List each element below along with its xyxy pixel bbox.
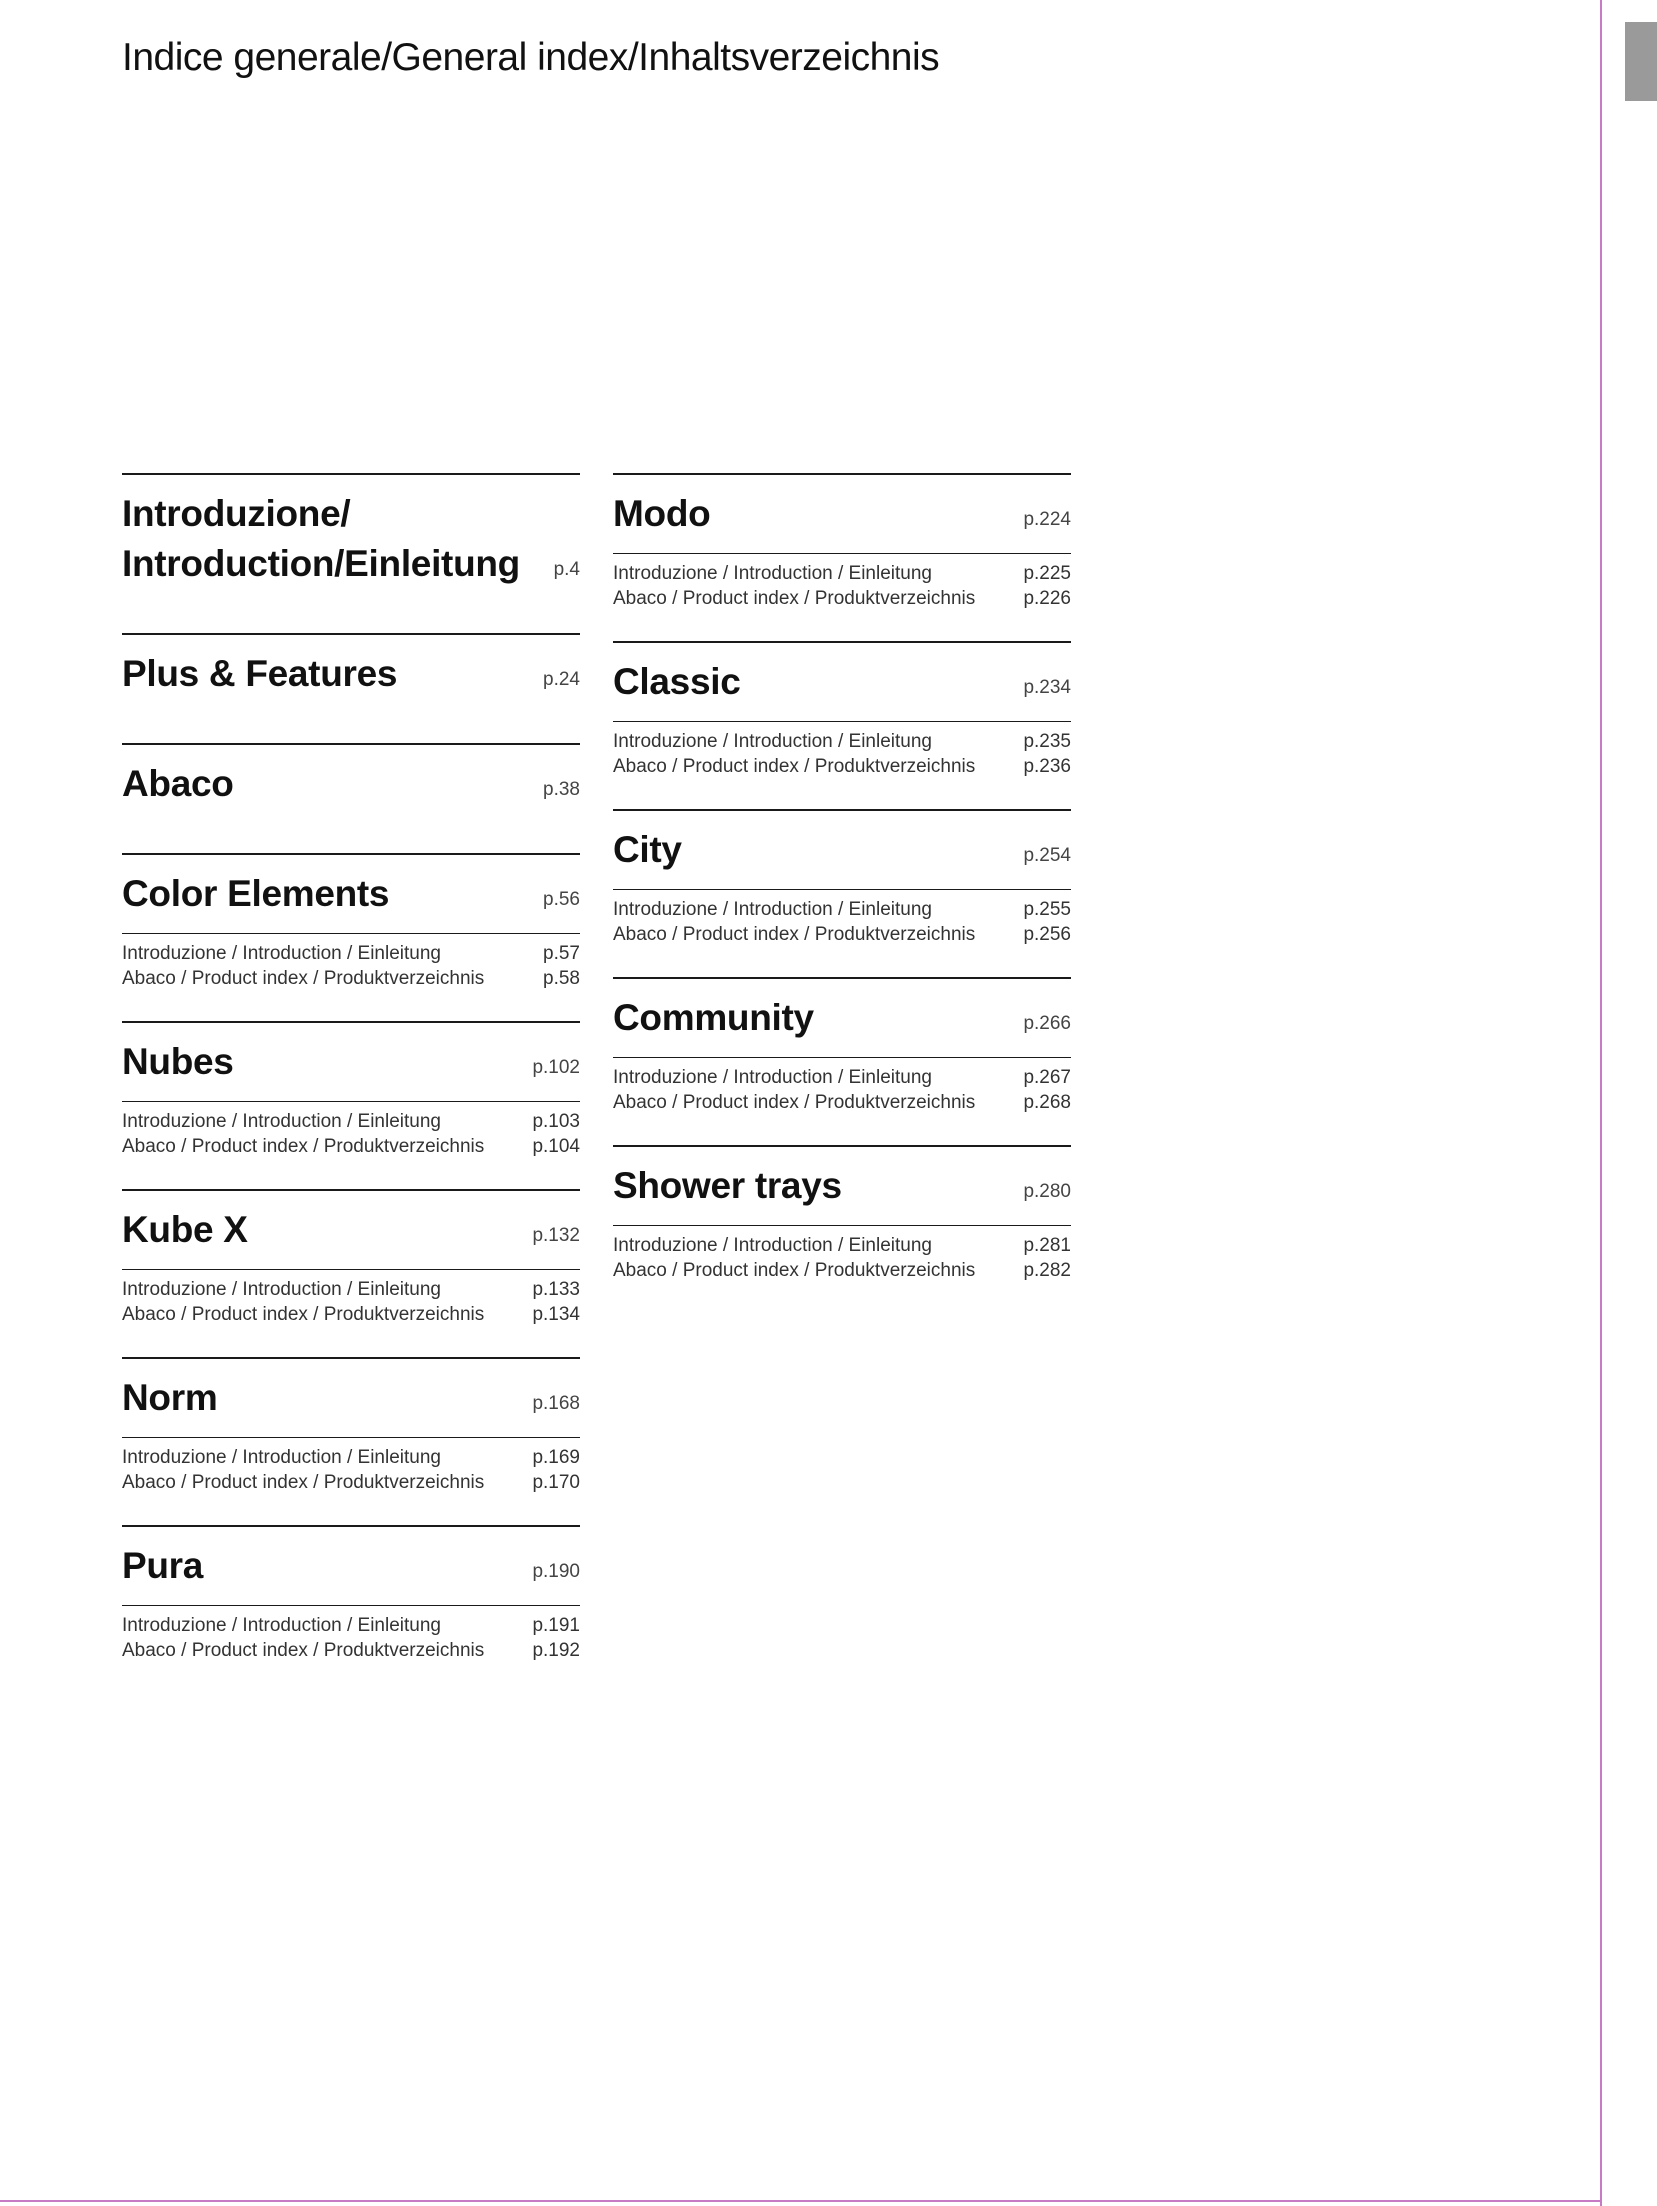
section-page-number: p.224	[1023, 509, 1071, 530]
subsection-page-number: p.256	[1023, 924, 1071, 945]
subsection-label: Abaco / Product index / Produktverzeichnis	[122, 968, 485, 989]
subsection-list	[613, 553, 1071, 611]
section-title: City	[613, 829, 682, 870]
subsection-label: Abaco / Product index / Produktverzeichnis	[613, 1092, 976, 1113]
index-section-introduzione	[122, 473, 580, 603]
subsection-page-number: p.169	[532, 1447, 580, 1468]
subsection-entry[interactable]	[122, 1613, 580, 1638]
subsection-list	[122, 1437, 580, 1495]
section-header[interactable]	[613, 643, 1071, 721]
subsection-page-number: p.134	[532, 1304, 580, 1325]
subsection-entry[interactable]	[613, 561, 1071, 586]
section-title: Pura	[122, 1545, 204, 1586]
section-header[interactable]	[613, 475, 1071, 553]
section-page-number: p.56	[543, 889, 580, 910]
subsection-label: Abaco / Product index / Produktverzeichnis	[613, 588, 976, 609]
subsection-page-number: p.170	[532, 1472, 580, 1493]
edge-tab-marker	[1625, 22, 1657, 101]
section-page-number: p.234	[1023, 677, 1071, 698]
section-title: Nubes	[122, 1041, 234, 1082]
subsection-label: Abaco / Product index / Produktverzeichnis	[613, 1260, 976, 1281]
section-header[interactable]	[613, 811, 1071, 889]
index-section-color-elements	[122, 853, 580, 991]
section-page-number: p.24	[543, 669, 580, 690]
index-section-shower-trays	[613, 1145, 1071, 1283]
section-page-number: p.266	[1023, 1013, 1071, 1034]
subsection-entry[interactable]	[613, 729, 1071, 754]
subsection-entry[interactable]	[613, 897, 1071, 922]
index-section-city	[613, 809, 1071, 947]
subsection-page-number: p.235	[1023, 731, 1071, 752]
subsection-list	[122, 1269, 580, 1327]
trim-line-bottom	[0, 2200, 1602, 2202]
subsection-list	[613, 1225, 1071, 1283]
section-title: Abaco	[122, 763, 234, 804]
section-title: Color Elements	[122, 873, 390, 914]
subsection-page-number: p.225	[1023, 563, 1071, 584]
section-title: Kube X	[122, 1209, 248, 1250]
subsection-page-number: p.58	[543, 968, 580, 989]
subsection-list	[122, 933, 580, 991]
section-page-number: p.168	[532, 1393, 580, 1414]
subsection-entry[interactable]	[613, 754, 1071, 779]
subsection-label: Introduzione / Introduction / Einleitung	[613, 563, 932, 584]
subsection-list	[122, 1605, 580, 1663]
subsection-entry[interactable]	[613, 1233, 1071, 1258]
section-title: Classic	[613, 661, 741, 702]
subsection-label: Abaco / Product index / Produktverzeichnis	[613, 924, 976, 945]
subsection-list	[613, 1057, 1071, 1115]
index-section-norm	[122, 1357, 580, 1495]
section-header[interactable]	[122, 475, 580, 603]
section-header[interactable]	[122, 1359, 580, 1437]
subsection-label: Introduzione / Introduction / Einleitung	[122, 1279, 441, 1300]
subsection-page-number: p.267	[1023, 1067, 1071, 1088]
subsection-entry[interactable]	[122, 1302, 580, 1327]
subsection-label: Abaco / Product index / Produktverzeichnis	[122, 1472, 485, 1493]
subsection-entry[interactable]	[122, 1109, 580, 1134]
section-page-number: p.102	[532, 1057, 580, 1078]
section-page-number: p.280	[1023, 1181, 1071, 1202]
subsection-entry[interactable]	[122, 1134, 580, 1159]
subsection-label: Abaco / Product index / Produktverzeichnis	[122, 1136, 485, 1157]
index-section-plus-features	[122, 633, 580, 713]
section-title: Community	[613, 997, 814, 1038]
index-section-kube-x	[122, 1189, 580, 1327]
section-page-number: p.132	[532, 1225, 580, 1246]
subsection-entry[interactable]	[122, 941, 580, 966]
subsection-page-number: p.133	[532, 1279, 580, 1300]
subsection-entry[interactable]	[613, 586, 1071, 611]
subsection-list	[613, 889, 1071, 947]
section-title: Introduzione/ Introduction/Einleitung	[122, 493, 520, 584]
subsection-page-number: p.255	[1023, 899, 1071, 920]
section-header[interactable]	[122, 745, 580, 823]
index-section-modo	[613, 473, 1071, 611]
index-section-nubes	[122, 1021, 580, 1159]
section-title: Norm	[122, 1377, 218, 1418]
section-header[interactable]	[613, 979, 1071, 1057]
section-header[interactable]	[122, 1191, 580, 1269]
subsection-entry[interactable]	[122, 1277, 580, 1302]
subsection-page-number: p.281	[1023, 1235, 1071, 1256]
subsection-label: Introduzione / Introduction / Einleitung	[613, 1235, 932, 1256]
subsection-page-number: p.282	[1023, 1260, 1071, 1281]
index-section-classic	[613, 641, 1071, 779]
section-page-number: p.4	[553, 559, 580, 580]
section-header[interactable]	[122, 855, 580, 933]
section-header[interactable]	[122, 1527, 580, 1605]
section-header[interactable]	[122, 1023, 580, 1101]
index-section-community	[613, 977, 1071, 1115]
subsection-entry[interactable]	[613, 1258, 1071, 1283]
subsection-label: Introduzione / Introduction / Einleitung	[122, 1447, 441, 1468]
section-title: Modo	[613, 493, 711, 534]
index-section-pura	[122, 1525, 580, 1663]
subsection-label: Abaco / Product index / Produktverzeichnis	[122, 1304, 485, 1325]
section-page-number: p.190	[532, 1561, 580, 1582]
subsection-page-number: p.104	[532, 1136, 580, 1157]
subsection-label: Abaco / Product index / Produktverzeichnis	[613, 756, 976, 777]
subsection-page-number: p.192	[532, 1640, 580, 1661]
subsection-entry[interactable]	[122, 1445, 580, 1470]
subsection-entry[interactable]	[122, 1638, 580, 1663]
subsection-page-number: p.268	[1023, 1092, 1071, 1113]
subsection-list	[122, 1101, 580, 1159]
subsection-list	[613, 721, 1071, 779]
subsection-page-number: p.191	[532, 1615, 580, 1636]
trim-line	[1600, 0, 1602, 2206]
subsection-label: Introduzione / Introduction / Einleitung	[122, 1111, 441, 1132]
section-header[interactable]	[613, 1147, 1071, 1225]
index-column-right	[613, 473, 1071, 1313]
subsection-entry[interactable]	[613, 1090, 1071, 1115]
index-column-left	[122, 473, 580, 1693]
subsection-label: Introduzione / Introduction / Einleitung	[122, 1615, 441, 1636]
index-section-abaco	[122, 743, 580, 823]
subsection-label: Introduzione / Introduction / Einleitung	[613, 1067, 932, 1088]
subsection-label: Introduzione / Introduction / Einleitung	[122, 943, 441, 964]
section-header[interactable]	[122, 635, 580, 713]
subsection-page-number: p.103	[532, 1111, 580, 1132]
subsection-page-number: p.236	[1023, 756, 1071, 777]
subsection-entry[interactable]	[613, 1065, 1071, 1090]
section-page-number: p.38	[543, 779, 580, 800]
subsection-label: Abaco / Product index / Produktverzeichnis	[122, 1640, 485, 1661]
subsection-page-number: p.226	[1023, 588, 1071, 609]
subsection-label: Introduzione / Introduction / Einleitung	[613, 731, 932, 752]
page-title: Indice generale/General index/Inhaltsverzeichnis	[122, 36, 940, 79]
section-title: Shower trays	[613, 1165, 842, 1206]
section-page-number: p.254	[1023, 845, 1071, 866]
section-title: Plus & Features	[122, 653, 398, 694]
subsection-entry[interactable]	[613, 922, 1071, 947]
subsection-entry[interactable]	[122, 966, 580, 991]
subsection-entry[interactable]	[122, 1470, 580, 1495]
subsection-page-number: p.57	[543, 943, 580, 964]
subsection-label: Introduzione / Introduction / Einleitung	[613, 899, 932, 920]
